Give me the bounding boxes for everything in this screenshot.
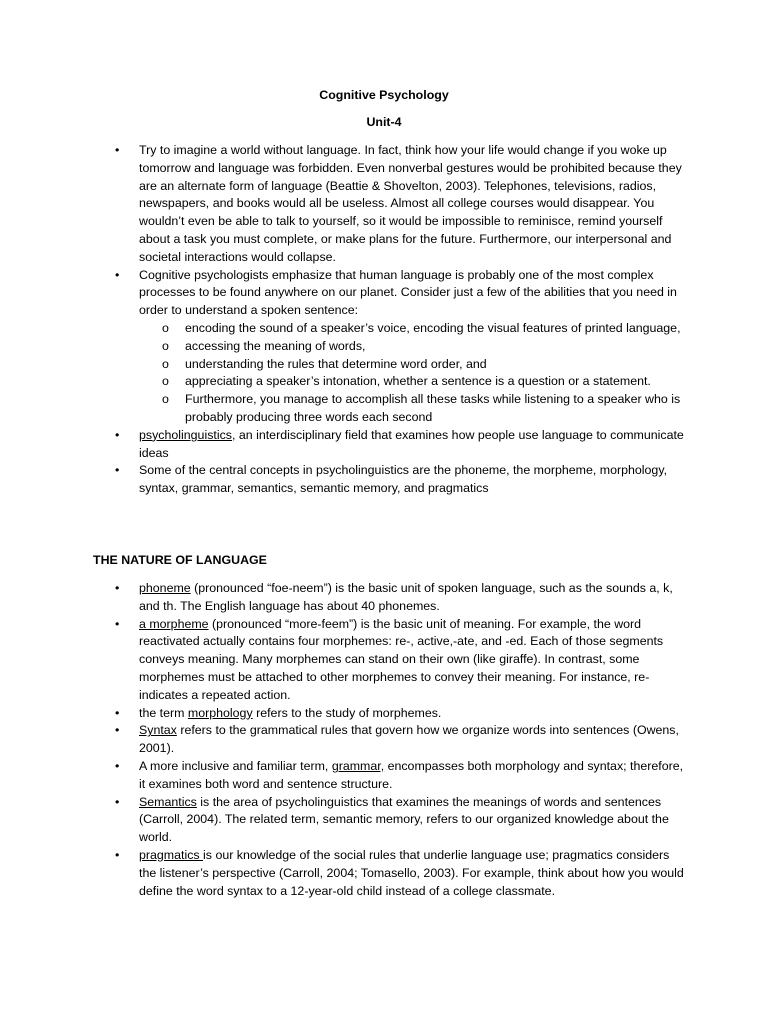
list-item-text: refers to the grammatical rules that govern how we organize words into sentences (Owens, 2001).	[139, 723, 679, 756]
sub-list-item: o accessing the meaning of words,	[185, 338, 684, 356]
sub-list-item: o encoding the sound of a speaker’s voice, encoding the visual features of printed language,	[185, 320, 684, 338]
list-item-text: is our knowledge of the social rules that underlie language use; pragmatics considers the listener’s perspective (Carroll, 2004; Tomasello, 2003). For example, think about how you would define the word syntax to a 12-year-old child instead of a college classmate.	[139, 847, 684, 898]
intro-bullet-list	[139, 142, 684, 498]
term-psycholinguistics: psycholinguistics,	[139, 427, 236, 442]
list-item-text: A more inclusive and familiar term,	[139, 758, 332, 773]
sub-list-item: o understanding the rules that determine word order, and	[185, 356, 684, 374]
list-item-text: an interdisciplinary field that examines how people use language to communicate ideas	[139, 427, 684, 460]
section-heading: THE NATURE OF LANGUAGE	[93, 553, 267, 567]
term-syntax: Syntax	[139, 723, 177, 738]
term-morpheme: a morpheme	[139, 616, 209, 631]
list-item	[139, 794, 684, 847]
list-item	[139, 847, 684, 900]
sub-list-item: o Furthermore, you manage to accomplish all these tasks while listening to a speaker who is probably producing three words each second	[185, 391, 684, 427]
definitions-bullet-list	[139, 580, 684, 900]
abilities-sub-list	[185, 320, 684, 427]
term-pragmatics: pragmatics	[139, 847, 204, 862]
list-item-text: is the area of psycholinguistics that examines the meanings of words and sentences (Carroll, 2004). The related term, semantic memory, refers to our organized knowledge about the world.	[139, 794, 669, 845]
list-item	[139, 705, 684, 723]
list-item	[139, 758, 684, 794]
list-item-text: (pronounced “more-feem”) is the basic unit of meaning. For example, the word reactivated actually contains four morphemes: re-, active,-ate, and -ed. Each of those segments conveys meaning. Many morphemes can stand on their own (like giraffe). In contrast, some morphemes must be attached to other morphemes to convey their meaning. For instance, re- indicates a repeated action.	[139, 616, 664, 702]
list-item-text: (pronounced “foe-neem”) is the basic unit of spoken language, such as the sounds a, k, and th. The English language has about 40 phonemes.	[139, 581, 673, 613]
list-item	[139, 427, 684, 463]
document-title: Cognitive Psychology	[319, 88, 449, 102]
list-item-text: refers to the study of morphemes.	[252, 705, 442, 720]
sub-list-item: o appreciating a speaker’s intonation, whether a sentence is a question or a statement.	[185, 373, 684, 391]
term-grammar: grammar,	[331, 758, 385, 773]
list-item-text: encompasses both morphology and syntax; therefore, it examines both word and sentence structure.	[139, 758, 684, 791]
list-item: • Some of the central concepts in psycholinguistics are the phoneme, the morpheme, morphology, syntax, grammar, semantics, semantic memory, and pragmatics	[139, 462, 684, 498]
term-semantics: Semantics	[139, 794, 197, 809]
unit-label: Unit-4	[366, 115, 402, 129]
list-item-text: the term	[139, 705, 188, 720]
term-phoneme: phoneme	[139, 581, 191, 595]
list-item	[139, 722, 684, 758]
list-item: • Try to imagine a world without language. In fact, think how your life would change if you woke up tomorrow and language was forbidden. Even nonverbal gestures would be prohibited because they are an alternate form of language (Beattie & Shovelton, 2003). Telephones, televisions, radios, newspapers, and books would all be useless. Almost all college courses would disappear. You wouldn’t even be able to talk to yourself, so it would be impossible to reminisce, remind yourself about a task you must complete, or make plans for the future. Furthermore, our interpersonal and societal interactions would collapse.	[139, 142, 684, 267]
list-item-text: Cognitive psychologists emphasize that human language is probably one of the most complex processes to be found anywhere on our planet. Consider just a few of the abilities that you need in order to understand a spoken sentence:	[139, 267, 677, 318]
term-morphology: morphology	[187, 705, 253, 720]
list-item	[139, 616, 684, 705]
list-item	[139, 267, 684, 427]
list-item	[139, 580, 684, 616]
